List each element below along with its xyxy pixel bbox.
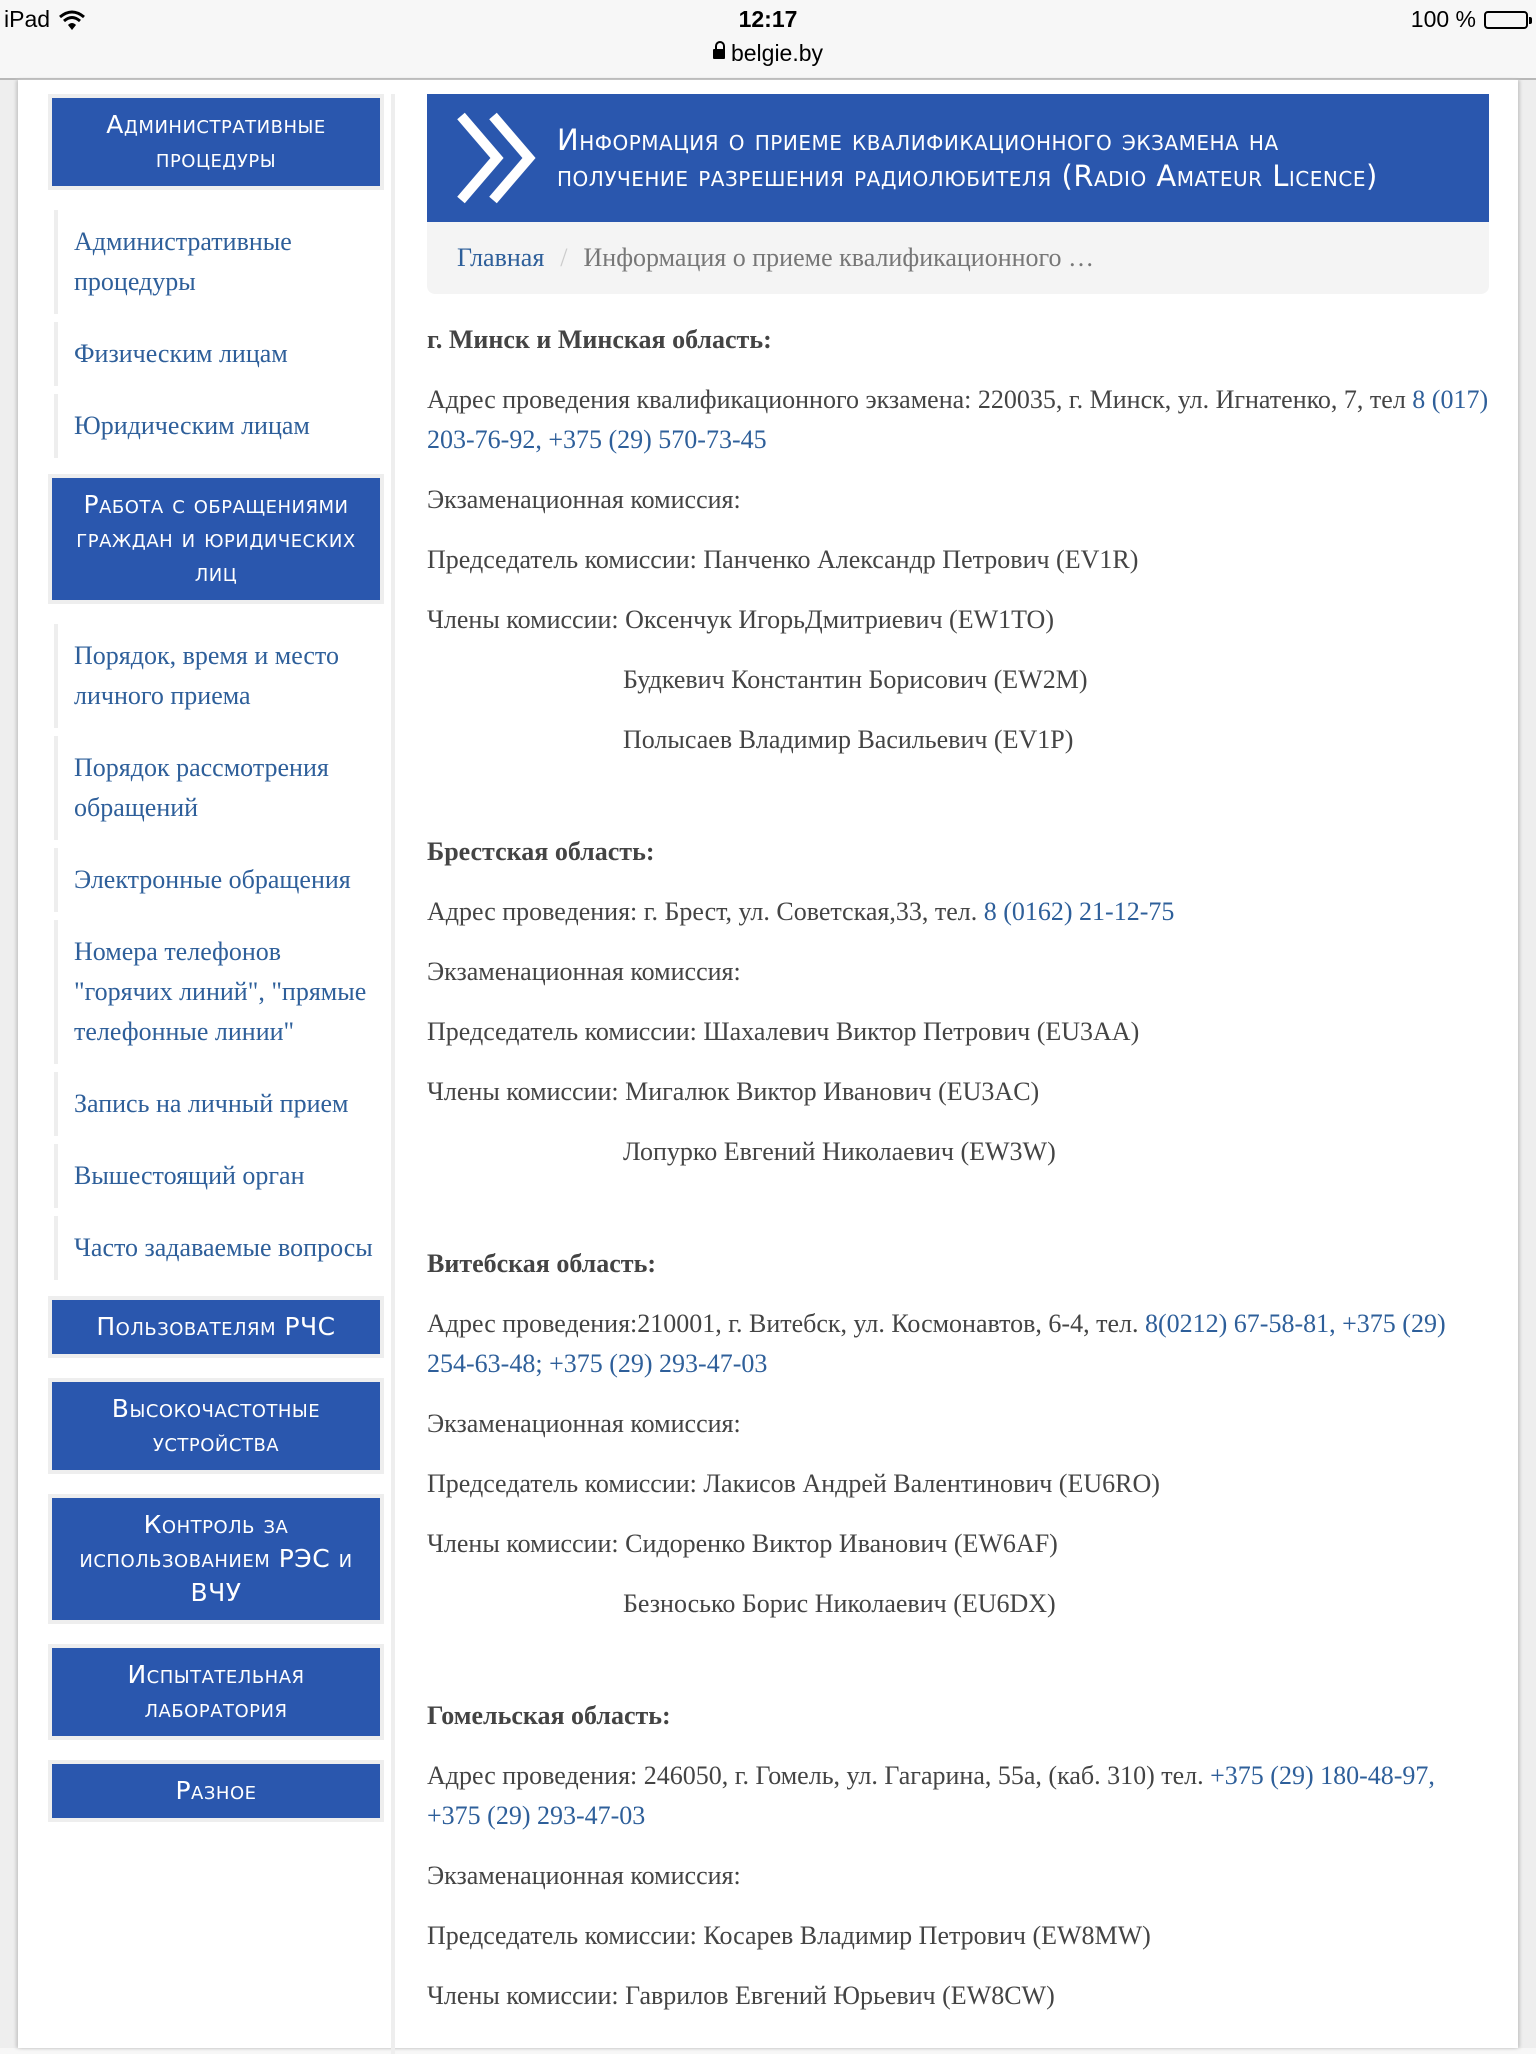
sidebar-section-5	[48, 1644, 384, 1740]
address-paragraph	[427, 380, 1489, 460]
sidebar-item[interactable]: Часто задаваемые вопросы	[54, 1216, 384, 1280]
sidebar-divider	[391, 94, 395, 2054]
breadcrumb	[427, 222, 1489, 294]
commission-chairman: Председатель комиссии: Панченко Александр Петрович (EV1R)	[427, 545, 1139, 574]
sidebar-item[interactable]: Административные процедуры	[54, 210, 384, 314]
clock: 12:17	[738, 6, 798, 32]
sidebar-section-2	[48, 1296, 384, 1358]
commission-label: Экзаменационная комиссия:	[427, 1409, 741, 1438]
commission-member: Полысаев Владимир Васильевич (EV1P)	[623, 725, 1074, 754]
page-title: Информация о приеме квалификационного экзамена на получение разрешения радиолюбителя (Radio Amateur Licence)	[557, 123, 1378, 193]
phone-link[interactable]: 8 (017) 203-76-92	[427, 385, 1489, 454]
phone-separator: ,	[535, 425, 549, 454]
sidebar-submenu	[54, 624, 384, 1280]
sidebar-section-button[interactable]: Административные процедуры	[52, 98, 380, 186]
commission-label: Экзаменационная комиссия:	[427, 957, 741, 986]
address-text: Адрес проведения: г. Брест, ул. Советская,33, тел.	[427, 897, 984, 926]
commission-member: Безносько Борис Николаевич (EU6DX)	[623, 1589, 1056, 1618]
address-text: Адрес проведения:210001, г. Витебск, ул. Космонавтов, 6-4, тел.	[427, 1309, 1145, 1338]
address-text: Адрес проведения: 246050, г. Гомель, ул. Гагарина, 55а, (каб. 310) тел.	[427, 1761, 1211, 1790]
phone-separator: ,	[1329, 1309, 1343, 1338]
sidebar-item[interactable]: Электронные обращения	[54, 848, 384, 912]
phone-link[interactable]: 8(0212) 67-58-81	[1144, 1309, 1330, 1338]
sidebar-item[interactable]: Вышестоящий орган	[54, 1144, 384, 1208]
url-text: belgie.by	[730, 40, 824, 66]
sidebar-section-6	[48, 1760, 384, 1822]
breadcrumb-separator: /	[560, 243, 568, 272]
sidebar-section-0	[48, 94, 384, 190]
address-text: Адрес проведения квалификационного экзамена: 220035, г. Минск, ул. Игнатенко, 7, тел	[427, 385, 1413, 414]
lock-icon	[713, 47, 725, 61]
sidebar-item[interactable]: Физическим лицам	[54, 322, 384, 386]
sidebar-section-4	[48, 1494, 384, 1624]
page-container	[18, 80, 1518, 2048]
sidebar-section-button[interactable]: Пользователям РЧС	[52, 1300, 380, 1354]
page-background	[0, 80, 1536, 2048]
phone-link[interactable]: 8 (0162) 21-12-75	[983, 897, 1175, 926]
sidebar-section-button[interactable]: Работа с обращениями граждан и юридических лиц	[52, 478, 380, 600]
sidebar-submenu	[54, 210, 384, 458]
phone-link[interactable]: +375 (29) 254-63-48	[427, 1309, 1446, 1378]
commission-label: Экзаменационная комиссия:	[427, 1861, 741, 1890]
sidebar-item[interactable]: Номера телефонов "горячих линий", "прямые телефонные линии"	[54, 920, 384, 1064]
page-header	[427, 94, 1489, 222]
sidebar-section-button[interactable]: Высокочастотные устройства	[52, 1382, 380, 1470]
commission-chairman: Председатель комиссии: Лакисов Андрей Валентинович (EU6RO)	[427, 1469, 1160, 1498]
phone-separator: ,	[1428, 1761, 1435, 1790]
region-heading: г. Минск и Минская область:	[427, 325, 772, 354]
sidebar-section-1	[48, 474, 384, 604]
section-spacer	[427, 780, 1489, 832]
device-name: iPad	[4, 6, 51, 32]
sidebar-section-3	[48, 1378, 384, 1474]
phone-link[interactable]: +375 (29) 293-47-03	[549, 1349, 768, 1378]
sidebar-nav	[48, 94, 384, 1842]
address-paragraph	[427, 1756, 1489, 1836]
ios-status-bar	[0, 0, 1536, 80]
sidebar-item[interactable]: Порядок, время и место личного приема	[54, 624, 384, 728]
sidebar-section-button[interactable]: Контроль за использованием РЭС и ВЧУ	[52, 1498, 380, 1620]
sidebar-item[interactable]: Запись на личный прием	[54, 1072, 384, 1136]
phone-separator: ;	[535, 1349, 550, 1378]
commission-member: Будкевич Константин Борисович (EW2M)	[623, 665, 1088, 694]
commission-members: Члены комиссии: Оксенчук ИгорьДмитриевич (EW1TO)	[427, 605, 1054, 634]
sidebar-item[interactable]: Юридическим лицам	[54, 394, 384, 458]
commission-chairman: Председатель комиссии: Косарев Владимир Петрович (EW8MW)	[427, 1921, 1151, 1950]
sidebar-section-button[interactable]: Разное	[52, 1764, 380, 1818]
section-spacer	[427, 1644, 1489, 1696]
sidebar-item[interactable]: Порядок рассмотрения обращений	[54, 736, 384, 840]
commission-members: Члены комиссии: Мигалюк Виктор Иванович (EU3AC)	[427, 1077, 1040, 1106]
phone-link[interactable]: +375 (29) 570-73-45	[548, 425, 767, 454]
region-heading: Брестская область:	[427, 837, 655, 866]
phone-link[interactable]: +375 (29) 293-47-03	[427, 1801, 646, 1830]
commission-chairman: Председатель комиссии: Шахалевич Виктор Петрович (EU3AA)	[427, 1017, 1140, 1046]
breadcrumb-home-link[interactable]: Главная	[457, 243, 545, 272]
breadcrumb-current: Информация о приеме квалификационного …	[583, 243, 1095, 272]
section-spacer	[427, 1192, 1489, 1244]
address-bar[interactable]	[0, 40, 1536, 67]
region-heading: Гомельская область:	[427, 1701, 671, 1730]
battery-icon	[1484, 11, 1528, 29]
address-paragraph	[427, 892, 1489, 932]
double-chevron-right-icon	[427, 94, 553, 222]
commission-label: Экзаменационная комиссия:	[427, 485, 741, 514]
status-right	[1411, 6, 1528, 33]
sidebar-section-button[interactable]: Испытательная лаборатория	[52, 1648, 380, 1736]
commission-members: Члены комиссии: Сидоренко Виктор Иванович (EW6AF)	[427, 1529, 1058, 1558]
battery-percent: 100 %	[1410, 6, 1476, 32]
commission-member: Лопурко Евгений Николаевич (EW3W)	[623, 1137, 1056, 1166]
commission-members: Члены комиссии: Гаврилов Евгений Юрьевич (EW8CW)	[427, 1981, 1055, 2010]
main-content	[427, 94, 1489, 2036]
phone-link[interactable]: +375 (29) 180-48-97	[1210, 1761, 1429, 1790]
address-paragraph	[427, 1304, 1489, 1384]
region-heading: Витебская область:	[427, 1249, 656, 1278]
article-body	[427, 320, 1489, 2016]
